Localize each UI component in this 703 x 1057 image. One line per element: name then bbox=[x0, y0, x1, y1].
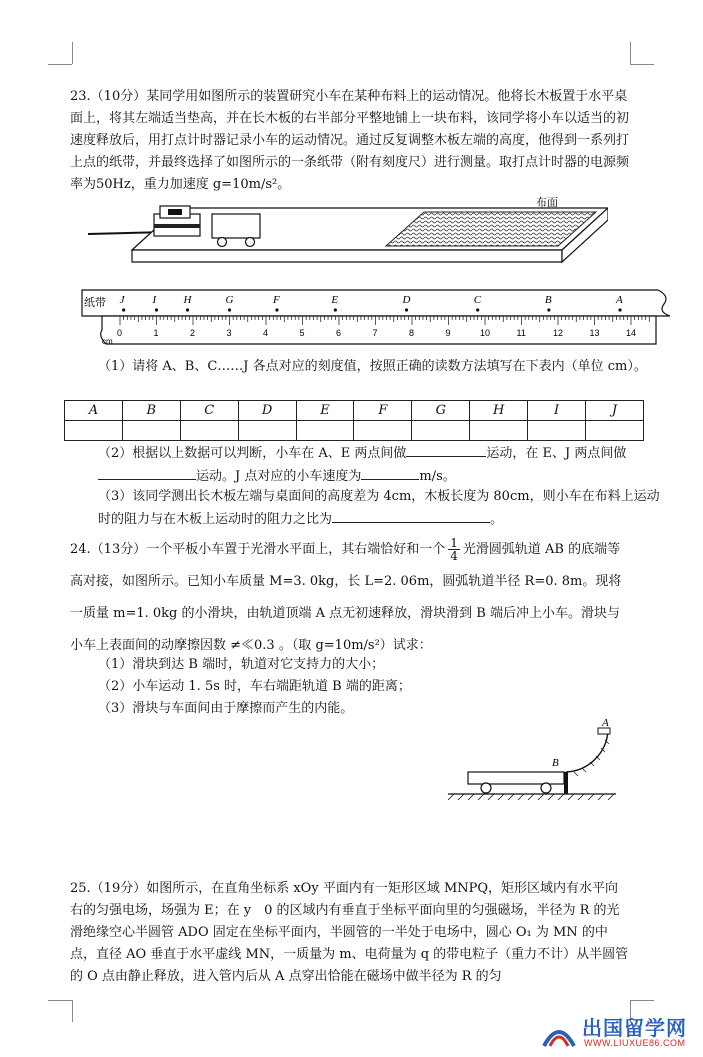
tape-dot-I bbox=[155, 308, 158, 311]
table-header-B: B bbox=[122, 401, 180, 421]
answer-table-header bbox=[65, 401, 644, 421]
q24-item-2: （2）小车运动 1. 5s 时，车右端距轨道 B 端的距离； bbox=[98, 679, 411, 694]
ruler-body bbox=[101, 316, 656, 344]
table-cell-F[interactable] bbox=[354, 421, 412, 441]
blank-ae-motion[interactable] bbox=[406, 442, 486, 457]
tape-label-F: F bbox=[272, 294, 280, 306]
tape-label-J: J bbox=[119, 294, 125, 306]
board-front bbox=[132, 250, 562, 262]
cart-wheel-left bbox=[481, 783, 491, 793]
table-cell-C[interactable] bbox=[180, 421, 238, 441]
q23-sub2-b: 运动，在 E、J 两点间做 bbox=[486, 446, 627, 461]
fraction-numerator: 1 bbox=[450, 536, 458, 550]
plate-cart bbox=[468, 772, 564, 784]
q23-sub3-text: （3）该同学测出长木板左端与桌面间的高度差为 4cm，木板长度为 80cm，则小车在布料上运动时的阻力与在木板上运动时的阻力之比为 bbox=[98, 489, 660, 527]
q23-sub3 bbox=[70, 486, 670, 531]
crop-mark-bl-v bbox=[72, 1000, 73, 1022]
table-cell-D[interactable] bbox=[238, 421, 296, 441]
quarter-fraction bbox=[448, 537, 460, 562]
tape-dot-D bbox=[405, 308, 408, 311]
crop-mark-tr-h bbox=[630, 64, 654, 65]
arc-hatch bbox=[574, 740, 609, 776]
crop-mark-tl-v bbox=[72, 42, 73, 64]
q23-sub1: （1）请将 A、B、C……J 各点对应的刻度值，按照正确的读数方法填写在下表内（单位 cm）。 bbox=[98, 359, 647, 374]
crop-mark-tr-v bbox=[630, 42, 631, 64]
cart-wheel-right bbox=[541, 783, 551, 793]
q23-sub2-c: 运动。J 点对应的小车速度为 bbox=[196, 469, 362, 484]
tape-label-E: E bbox=[331, 294, 339, 306]
table-cell-G[interactable] bbox=[412, 421, 470, 441]
table-cell-I[interactable] bbox=[528, 421, 586, 441]
ruler-number-10: 10 bbox=[480, 328, 491, 338]
blank-friction-ratio[interactable] bbox=[332, 508, 490, 523]
tape-dot-B bbox=[547, 308, 550, 311]
ruler-number-3: 3 bbox=[226, 328, 232, 338]
table-header-D: D bbox=[238, 401, 296, 421]
ruler-number-1: 1 bbox=[153, 328, 159, 338]
q23-sub2-a: （2）根据以上数据可以判断，小车在 A、E 两点间做 bbox=[98, 446, 407, 461]
q24-stem-a: 24.（13分）一个平板小车置于光滑水平面上，其右端恰好和一个 bbox=[70, 542, 446, 557]
tape-dot-A bbox=[618, 308, 621, 311]
label-A: A bbox=[602, 717, 609, 729]
q23-stem: 23.（10分）某同学用如图所示的装置研究小车在某种布料上的运动情况。他将长木板置于水平桌面上，将其左端适当垫高，并在长木板的右半部分平整地铺上一块布料，该同学将小车以适当的初速度释放后，用打点计时器记录小车的运动情况。通过反复调整木板左端的高度，他得到一系列打上点的纸带，并最终选择了如图所示的一条纸带（附有刻度尺）进行测量。取打点计时器的电源频率为50Hz，重力加速度 g=10m/s²。 bbox=[70, 89, 630, 192]
watermark-url: WWW.LIUXUE86.COM bbox=[584, 1038, 686, 1048]
fraction-denominator: 4 bbox=[450, 549, 458, 563]
crop-mark-tl-h bbox=[48, 64, 72, 65]
ruler-number-5: 5 bbox=[299, 328, 305, 338]
tape-dot-G bbox=[228, 308, 231, 311]
ruler-number-8: 8 bbox=[409, 328, 415, 338]
table-cell-B[interactable] bbox=[122, 421, 180, 441]
table-header-E: E bbox=[296, 401, 354, 421]
answer-table-blank-row bbox=[65, 421, 644, 441]
ruler-number-2: 2 bbox=[190, 328, 196, 338]
ground-hatch bbox=[448, 794, 614, 800]
q24-stem-b: 光滑圆弧轨道 AB 的底端等高对接，如图所示。已知小车质量 M=3. 0kg，长 L=2. 06m，圆弧轨道半径 R=0. 8m。现将一质量 m=1. 0kg 的小滑块，由轨道顶端 A 点无初速释放，滑块滑到 B 端后冲上小车。滑块与小车上表面间的动摩擦因数 ≠≪0.3 。（取 g=10m/s²）试求： bbox=[70, 542, 622, 653]
label-cloth: 布面 bbox=[536, 197, 558, 209]
tape-dot-H bbox=[186, 308, 189, 311]
fig-board-apparatus bbox=[88, 196, 608, 278]
quarter-arc bbox=[566, 730, 608, 772]
table-header-H: H bbox=[470, 401, 528, 421]
table-header-F: F bbox=[354, 401, 412, 421]
crop-mark-br-h bbox=[630, 1000, 654, 1001]
label-B: B bbox=[552, 757, 559, 769]
ruler-number-13: 13 bbox=[589, 328, 600, 338]
q24-item-1: （1）滑块到达 B 端时，轨道对它支持力的大小； bbox=[98, 657, 385, 672]
q24-stem bbox=[70, 534, 630, 662]
answer-table bbox=[64, 400, 644, 441]
tape-label-B: B bbox=[544, 294, 552, 306]
blank-j-speed[interactable] bbox=[361, 465, 419, 480]
tape-label-I: I bbox=[152, 294, 157, 306]
table-header-A: A bbox=[65, 401, 123, 421]
ruler-number-7: 7 bbox=[372, 328, 378, 338]
q25-stem: 25.（19分）如图所示，在直角坐标系 xOy 平面内有一矩形区域 MNPQ，矩形区域内有水平向右的匀强电场，场强为 E；在 y 0 的区域内有垂直于坐标平面向里的匀强磁场，半径为 R 的光滑绝缘空心半圆管 ADO 固定在坐标平面内，半圆管的一半处于电场中，圆心 O₁ 为 MN 的中点，直径 AO 垂直于水平虚线 MN，一质量为 m、电荷量为 q 的带电粒子（重力不计）从半圆管的 O 点由静止释放，进入管内后从 A 点穿出恰能在磁场中做半径为 R 的匀 bbox=[70, 881, 629, 984]
tape-dot-J bbox=[122, 308, 125, 311]
ruler-number-11: 11 bbox=[516, 328, 526, 338]
blank-ej-motion[interactable] bbox=[98, 465, 196, 480]
tape-label-D: D bbox=[402, 294, 411, 306]
tape-label-A: A bbox=[616, 294, 623, 306]
table-cell-H[interactable] bbox=[470, 421, 528, 441]
table-header-J: J bbox=[586, 401, 644, 421]
ruler-number-12: 12 bbox=[553, 328, 564, 338]
ruler-number-9: 9 bbox=[445, 328, 451, 338]
ruler-number-0: 0 bbox=[117, 328, 123, 338]
tape-label-G: G bbox=[225, 294, 234, 306]
fig-cart-arc bbox=[440, 716, 620, 800]
paper-tape bbox=[82, 290, 670, 316]
tape-dot-F bbox=[275, 308, 278, 311]
crop-mark-bl-h bbox=[48, 1000, 72, 1001]
arc-support bbox=[564, 772, 568, 794]
q23-sub3-end: 。 bbox=[490, 512, 504, 527]
table-cell-J[interactable] bbox=[586, 421, 644, 441]
ruler-number-4: 4 bbox=[263, 328, 269, 338]
tape-label: 纸带 bbox=[84, 297, 106, 309]
watermark-name: 出国留学网 bbox=[582, 1016, 687, 1040]
q23-sub2-d: m/s。 bbox=[419, 469, 456, 484]
table-header-I: I bbox=[528, 401, 586, 421]
table-header-C: C bbox=[180, 401, 238, 421]
ruler-number-14: 14 bbox=[626, 328, 637, 338]
fig-tape-ruler bbox=[78, 286, 670, 352]
watermark-logo-icon bbox=[540, 1016, 578, 1050]
ruler-number-6: 6 bbox=[336, 328, 342, 338]
tape-label-C: C bbox=[473, 294, 482, 306]
ruler-unit: cm bbox=[102, 337, 113, 346]
table-header-G: G bbox=[412, 401, 470, 421]
table-cell-E[interactable] bbox=[296, 421, 354, 441]
q24-item-3: （3）滑块与车面间由于摩擦而产生的内能。 bbox=[98, 701, 354, 716]
tape-dot-E bbox=[334, 308, 337, 311]
site-watermark bbox=[540, 1010, 700, 1055]
q23-sub2 bbox=[70, 442, 670, 488]
tape-dot-C bbox=[476, 308, 479, 311]
table-cell-A[interactable] bbox=[65, 421, 123, 441]
tape-label-H: H bbox=[183, 294, 192, 306]
